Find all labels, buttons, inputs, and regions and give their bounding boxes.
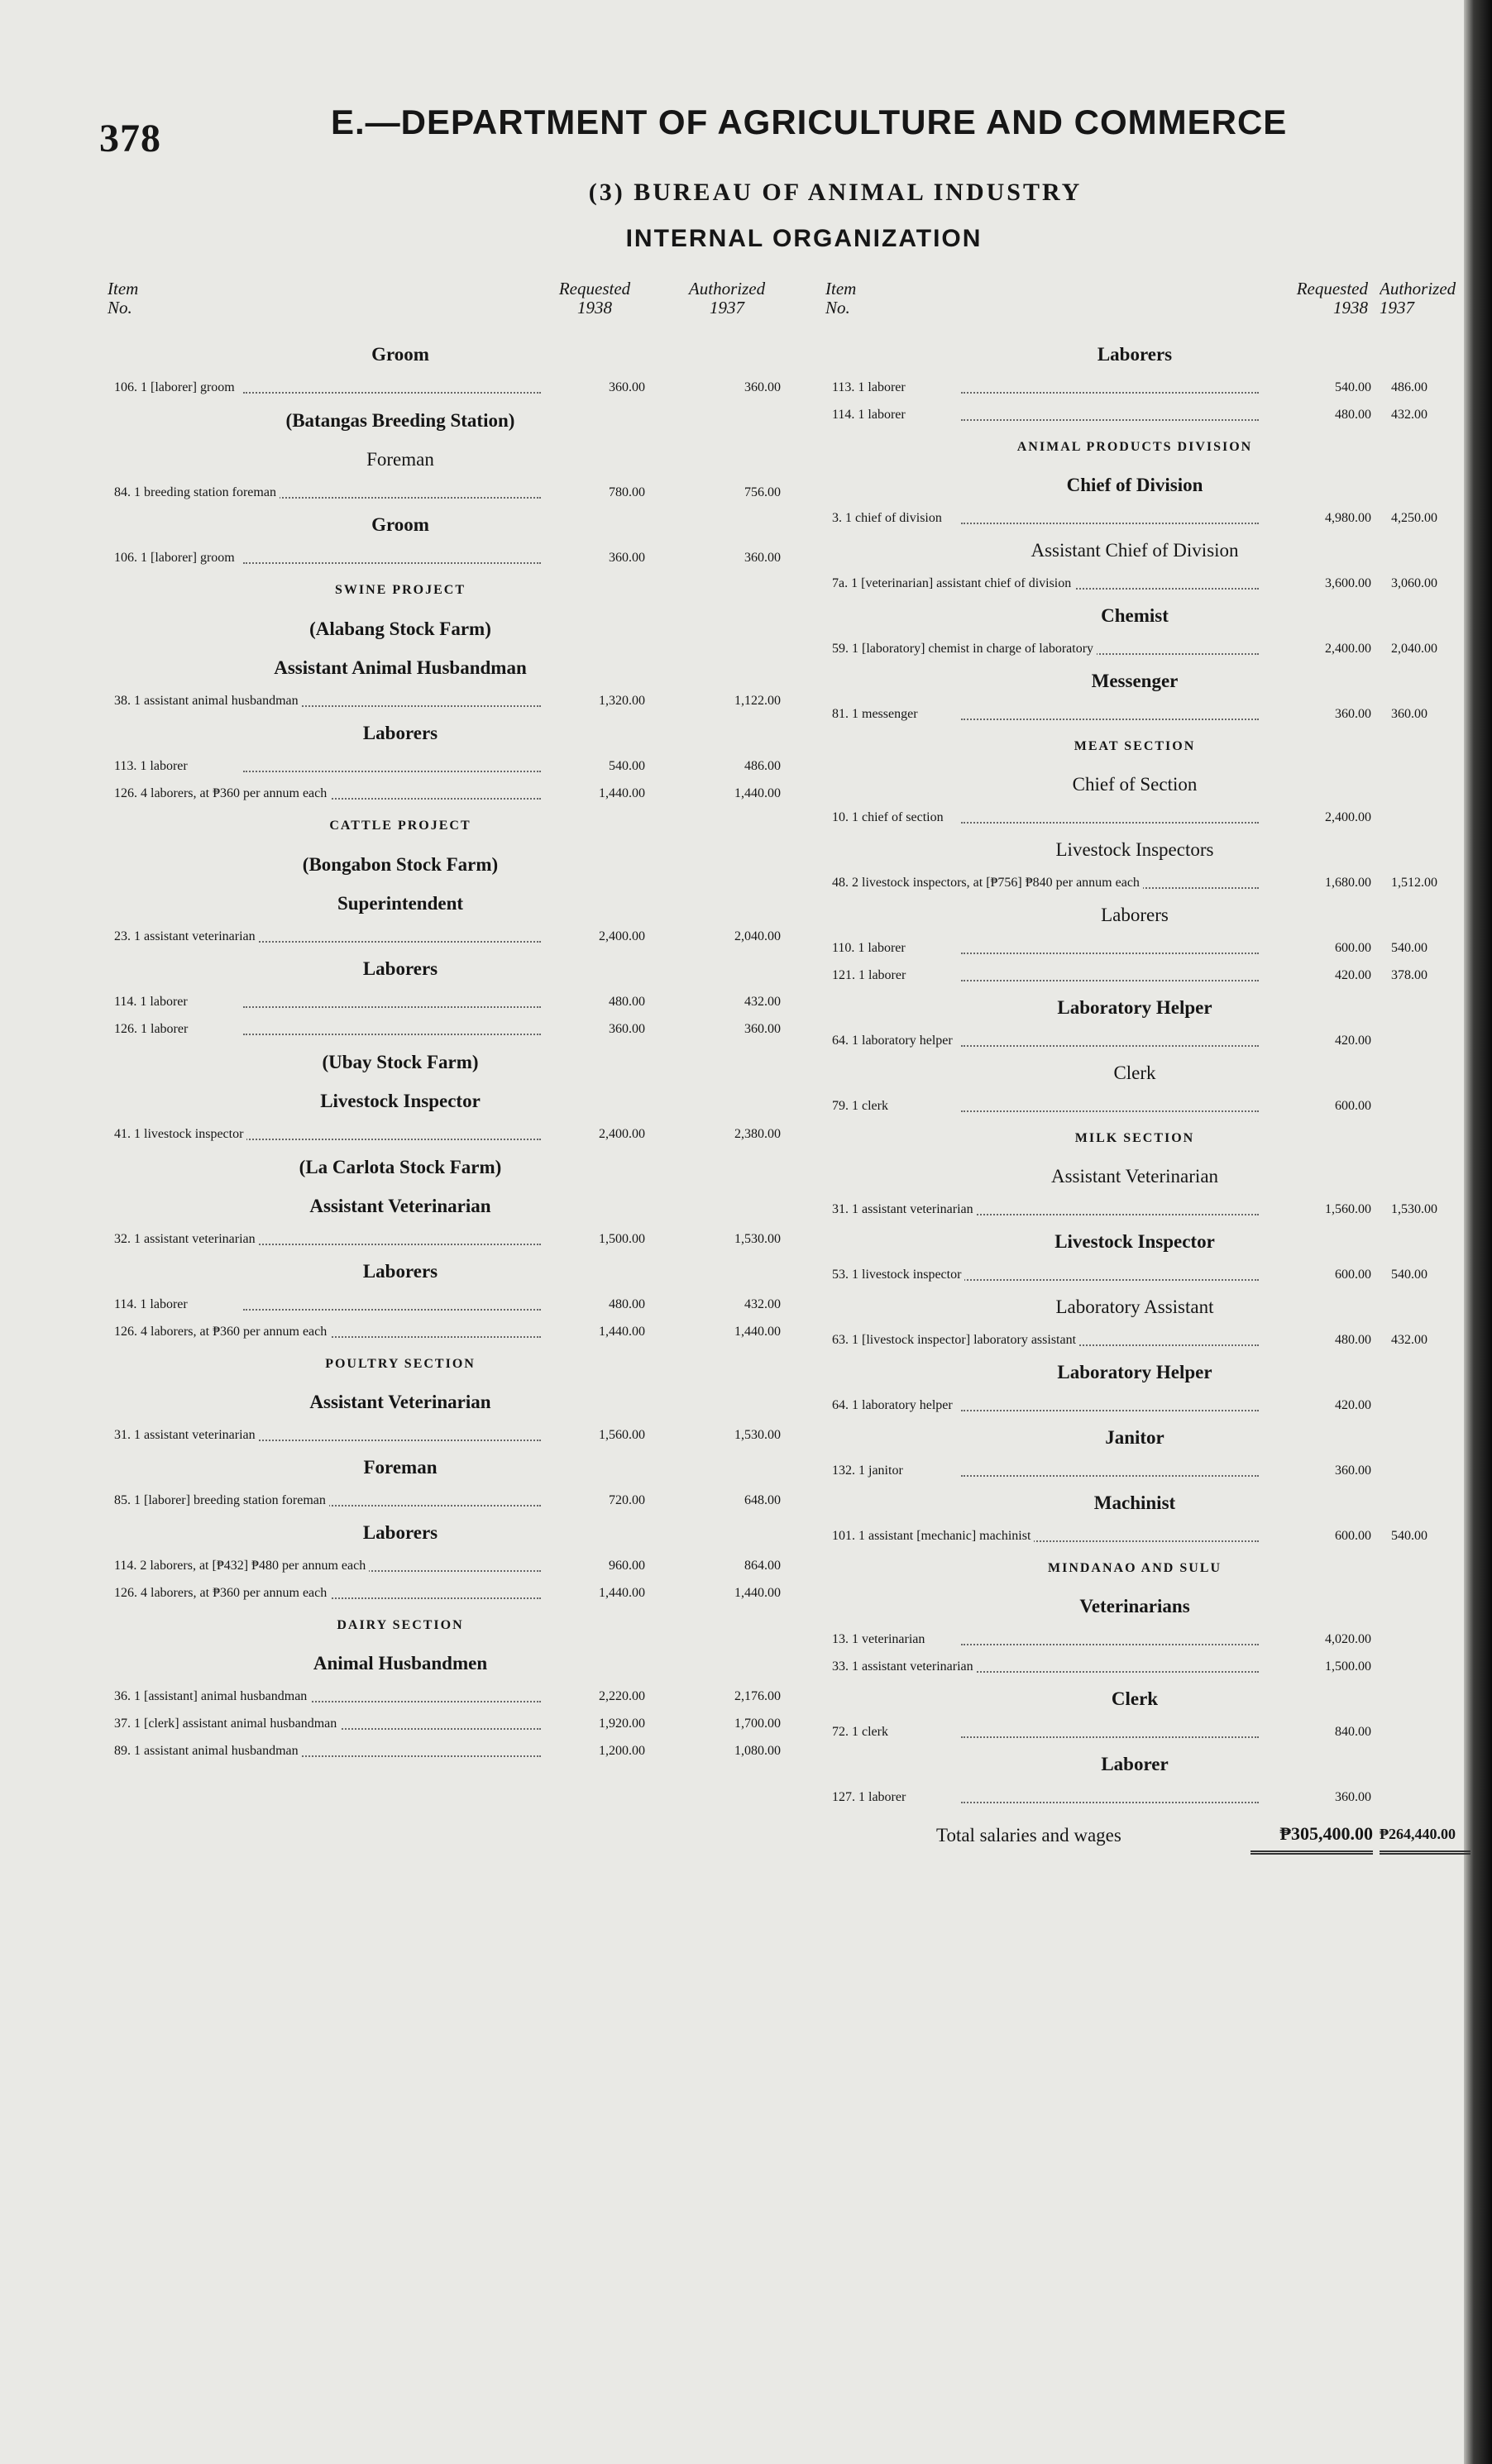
- item-number: 33.: [832, 1659, 849, 1674]
- item-number: 113.: [114, 759, 137, 773]
- requested-amount: 360.00: [1335, 1464, 1371, 1478]
- line-item: [103, 923, 789, 950]
- requested-amount: 540.00: [1335, 380, 1371, 394]
- right-item-list: [820, 336, 1482, 1811]
- requested-amount: 1,560.00: [1325, 1202, 1371, 1216]
- line-item: [103, 1552, 789, 1579]
- authorized-amount: 1,440.00: [734, 1325, 781, 1339]
- requested-amount: 2,400.00: [1325, 642, 1371, 656]
- requested-amount: 420.00: [1335, 1034, 1371, 1048]
- line-item: [820, 804, 1482, 831]
- line-item: [103, 752, 789, 780]
- item-description: 1 laborer: [140, 995, 188, 1009]
- item-number: 106.: [114, 380, 137, 394]
- requested-amount: 1,440.00: [599, 1325, 645, 1339]
- item-number: 127.: [832, 1790, 855, 1804]
- item-description: 1 assistant animal husbandman: [134, 1744, 299, 1758]
- item-description: 1 assistant [mechanic] machinist: [858, 1529, 1031, 1543]
- line-item: [103, 544, 789, 571]
- position-heading: Groom: [371, 514, 429, 535]
- item-description: 1 laborer: [140, 759, 188, 773]
- authorized-amount: 2,040.00: [1391, 642, 1437, 656]
- position-heading: Chemist: [1101, 605, 1169, 626]
- left-column: [103, 279, 789, 1764]
- line-item: [820, 1392, 1482, 1419]
- item-number: 101.: [832, 1529, 855, 1543]
- position-heading: Livestock Inspectors: [1055, 839, 1214, 860]
- line-item: [820, 1784, 1482, 1811]
- item-description: 1 laborer: [858, 380, 906, 394]
- item-no-header: Item No.: [108, 279, 139, 318]
- item-description: 1 laborer: [858, 941, 906, 955]
- line-item: [820, 869, 1482, 896]
- line-item: [103, 1683, 789, 1710]
- line-item: [103, 479, 789, 506]
- item-number: 79.: [832, 1099, 849, 1113]
- authorized-amount: 1,080.00: [734, 1744, 781, 1758]
- item-description: 1 chief of division: [845, 511, 942, 525]
- line-item: [820, 962, 1482, 989]
- item-description: 1 [laboratory] chemist in charge of laboratory: [852, 642, 1094, 656]
- authorized-amount: 432.00: [1391, 1333, 1427, 1347]
- requested-amount: 1,440.00: [599, 786, 645, 800]
- authorized-amount: 540.00: [1391, 941, 1427, 955]
- requested-amount: 480.00: [1335, 1333, 1371, 1347]
- item-number: 126.: [114, 786, 137, 800]
- item-description: 1 laborer: [858, 1790, 906, 1804]
- requested-amount: 1,680.00: [1325, 876, 1371, 890]
- item-description: 1 [veterinarian] assistant chief of division: [851, 576, 1072, 590]
- requested-amount: 960.00: [609, 1559, 645, 1573]
- station-heading: (La Carlota Stock Farm): [299, 1157, 502, 1177]
- requested-amount: 480.00: [609, 1297, 645, 1311]
- item-number: 23.: [114, 929, 131, 943]
- authorized-amount: 3,060.00: [1391, 576, 1437, 590]
- requested-amount: 1,320.00: [599, 694, 645, 708]
- requested-amount: 1,920.00: [599, 1717, 645, 1731]
- item-description: 1 livestock inspector: [134, 1127, 244, 1141]
- item-number: 53.: [832, 1268, 849, 1282]
- section-heading: MEAT SECTION: [1074, 739, 1196, 753]
- authorized-amount: 486.00: [744, 759, 781, 773]
- authorized-amount: 1,440.00: [734, 1586, 781, 1600]
- item-description: 4 laborers, at ₱360 per annum each: [141, 1325, 328, 1339]
- page-number: 378: [99, 117, 161, 160]
- position-heading: Chief of Division: [1066, 475, 1203, 495]
- authorized-amount: 360.00: [744, 1022, 781, 1036]
- line-item: [103, 687, 789, 714]
- item-number: 114.: [114, 1559, 137, 1573]
- section-heading: SWINE PROJECT: [334, 583, 466, 597]
- authorized-amount: 864.00: [744, 1559, 781, 1573]
- line-item: [103, 1225, 789, 1253]
- line-item: [820, 934, 1482, 962]
- line-item: [103, 1710, 789, 1737]
- requested-amount: 1,500.00: [599, 1232, 645, 1246]
- station-heading: (Batangas Breeding Station): [285, 410, 515, 431]
- position-heading: Assistant Veterinarian: [309, 1392, 491, 1412]
- position-heading: Laborers: [362, 1522, 438, 1543]
- requested-amount: 480.00: [1335, 408, 1371, 422]
- line-item: [820, 1196, 1482, 1223]
- line-item: [103, 1737, 789, 1764]
- department-title: E.—DEPARTMENT OF AGRICULTURE AND COMMERCE: [331, 103, 1288, 141]
- item-description: 1 janitor: [858, 1464, 903, 1478]
- requested-amount: 840.00: [1335, 1725, 1371, 1739]
- position-heading: Laborer: [1101, 1754, 1169, 1774]
- authorized-amount: 1,530.00: [734, 1232, 781, 1246]
- position-heading: Laborers: [1101, 905, 1169, 925]
- item-description: 1 breeding station foreman: [134, 485, 276, 499]
- right-column: [820, 279, 1482, 1855]
- line-item: [820, 504, 1482, 532]
- position-heading: Assistant Veterinarian: [1050, 1166, 1219, 1187]
- item-description: 2 livestock inspectors, at [₱756] ₱840 per annum each: [852, 876, 1140, 890]
- line-item: [820, 401, 1482, 428]
- line-item: [820, 700, 1482, 728]
- position-heading: Laborers: [362, 958, 438, 979]
- section-heading: DAIRY SECTION: [337, 1618, 464, 1632]
- item-number: 132.: [832, 1464, 855, 1478]
- authorized-amount: 360.00: [744, 551, 781, 565]
- item-number: 106.: [114, 551, 137, 565]
- position-heading: Assistant Veterinarian: [309, 1196, 491, 1216]
- section-heading: CATTLE PROJECT: [329, 819, 471, 833]
- line-item: [103, 1015, 789, 1043]
- item-number: 113.: [832, 380, 855, 394]
- requested-amount: 360.00: [609, 1022, 645, 1036]
- requested-header: Requested 1938: [1296, 279, 1368, 318]
- authorized-amount: 1,530.00: [734, 1428, 781, 1442]
- right-column-header: [820, 279, 1482, 336]
- item-description: 1 [laborer] groom: [141, 551, 235, 565]
- item-description: 1 assistant veterinarian: [134, 1232, 256, 1246]
- line-item: [103, 1487, 789, 1514]
- position-heading: Groom: [371, 344, 429, 365]
- requested-amount: 480.00: [609, 995, 645, 1009]
- item-number: 10.: [832, 810, 849, 824]
- item-description: 1 clerk: [852, 1099, 888, 1113]
- item-description: 1 [laborer] groom: [141, 380, 235, 394]
- item-number: 126.: [114, 1586, 137, 1600]
- item-no-header: Item No.: [825, 279, 857, 318]
- position-heading: Laborers: [362, 723, 438, 743]
- line-item: [820, 1626, 1482, 1653]
- position-heading: Veterinarians: [1079, 1596, 1190, 1616]
- item-number: 7a.: [832, 576, 849, 590]
- line-item: [103, 1291, 789, 1318]
- line-item: [820, 1457, 1482, 1484]
- total-row: [820, 1819, 1482, 1855]
- line-item: [103, 780, 789, 807]
- requested-amount: 720.00: [609, 1493, 645, 1507]
- item-description: 4 laborers, at ₱360 per annum each: [141, 1586, 328, 1600]
- item-number: 121.: [832, 968, 855, 982]
- station-heading: (Alabang Stock Farm): [309, 618, 491, 639]
- item-number: 110.: [832, 941, 855, 955]
- line-item: [820, 570, 1482, 597]
- item-number: 59.: [832, 642, 849, 656]
- line-item: [820, 1653, 1482, 1680]
- line-item: [103, 1421, 789, 1449]
- line-item: [103, 988, 789, 1015]
- authorized-header: Authorized 1937: [688, 279, 766, 318]
- requested-amount: 2,400.00: [599, 1127, 645, 1141]
- item-number: 114.: [114, 1297, 137, 1311]
- authorized-header: Authorized 1937: [1380, 279, 1456, 318]
- position-heading: Laboratory Assistant: [1055, 1296, 1214, 1317]
- line-item: [820, 1027, 1482, 1054]
- position-heading: Laboratory Helper: [1057, 997, 1212, 1018]
- line-item: [103, 1318, 789, 1345]
- position-heading: Clerk: [1111, 1688, 1159, 1709]
- item-number: 63.: [832, 1333, 849, 1347]
- item-number: 114.: [832, 408, 855, 422]
- requested-amount: 360.00: [1335, 707, 1371, 721]
- item-number: 126.: [114, 1325, 137, 1339]
- requested-amount: 360.00: [609, 380, 645, 394]
- authorized-amount: 540.00: [1391, 1268, 1427, 1282]
- authorized-amount: 1,512.00: [1391, 876, 1437, 890]
- authorized-amount: 1,700.00: [734, 1717, 781, 1731]
- requested-amount: 600.00: [1335, 1268, 1371, 1282]
- requested-amount: 600.00: [1335, 1529, 1371, 1543]
- section-heading: MILK SECTION: [1074, 1131, 1195, 1145]
- authorized-amount: 486.00: [1391, 380, 1427, 394]
- line-item: [103, 1579, 789, 1607]
- requested-amount: 1,200.00: [599, 1744, 645, 1758]
- item-description: 1 clerk: [852, 1725, 888, 1739]
- section-heading: POULTRY SECTION: [325, 1357, 476, 1371]
- section-heading: ANIMAL PRODUCTS DIVISION: [1016, 440, 1253, 454]
- item-number: 3.: [832, 511, 842, 525]
- position-heading: Clerk: [1113, 1062, 1156, 1083]
- item-number: 64.: [832, 1398, 849, 1412]
- authorized-amount: 378.00: [1391, 968, 1427, 982]
- position-heading: Messenger: [1091, 671, 1179, 691]
- line-item: [820, 374, 1482, 401]
- item-description: 1 chief of section: [852, 810, 944, 824]
- item-number: 64.: [832, 1034, 849, 1048]
- station-heading: (Ubay Stock Farm): [322, 1052, 479, 1072]
- authorized-amount: 4,250.00: [1391, 511, 1437, 525]
- item-description: 1 assistant veterinarian: [852, 1202, 973, 1216]
- line-item: [820, 635, 1482, 662]
- item-description: 1 veterinarian: [852, 1632, 925, 1646]
- requested-amount: 2,220.00: [599, 1689, 645, 1703]
- item-number: 48.: [832, 876, 849, 890]
- requested-amount: 420.00: [1335, 968, 1371, 982]
- requested-amount: 420.00: [1335, 1398, 1371, 1412]
- position-heading: Livestock Inspector: [1054, 1231, 1215, 1252]
- item-number: 72.: [832, 1725, 849, 1739]
- authorized-amount: 1,530.00: [1391, 1202, 1437, 1216]
- requested-amount: 4,980.00: [1325, 511, 1371, 525]
- item-description: 1 assistant veterinarian: [134, 1428, 256, 1442]
- station-heading: (Bongabon Stock Farm): [302, 854, 499, 875]
- authorized-amount: 1,122.00: [734, 694, 781, 708]
- line-item: [103, 374, 789, 401]
- section-title: INTERNAL ORGANIZATION: [625, 225, 983, 252]
- item-number: 114.: [114, 995, 137, 1009]
- item-description: 1 messenger: [852, 707, 918, 721]
- position-heading: Machinist: [1093, 1492, 1176, 1513]
- authorized-amount: 648.00: [744, 1493, 781, 1507]
- requested-amount: 4,020.00: [1325, 1632, 1371, 1646]
- item-description: 1 assistant animal husbandman: [134, 694, 299, 708]
- item-description: 2 laborers, at [₱432] ₱480 per annum each: [140, 1559, 366, 1573]
- requested-amount: 360.00: [1335, 1790, 1371, 1804]
- line-item: [820, 1092, 1482, 1120]
- requested-amount: 360.00: [609, 551, 645, 565]
- authorized-amount: 432.00: [744, 995, 781, 1009]
- item-description: 1 [laborer] breeding station foreman: [134, 1493, 326, 1507]
- position-heading: Laboratory Helper: [1057, 1362, 1212, 1382]
- requested-amount: 780.00: [609, 485, 645, 499]
- requested-amount: 2,400.00: [599, 929, 645, 943]
- item-number: 41.: [114, 1127, 131, 1141]
- requested-header: Requested 1938: [558, 279, 631, 318]
- item-number: 126.: [114, 1022, 137, 1036]
- line-item: [820, 1718, 1482, 1745]
- authorized-amount: 756.00: [744, 485, 781, 499]
- position-heading: Foreman: [363, 1457, 438, 1478]
- authorized-amount: 360.00: [744, 380, 781, 394]
- requested-amount: 1,500.00: [1325, 1659, 1371, 1674]
- requested-amount: 3,600.00: [1325, 576, 1371, 590]
- authorized-amount: 432.00: [744, 1297, 781, 1311]
- authorized-amount: 2,380.00: [734, 1127, 781, 1141]
- item-number: 89.: [114, 1744, 131, 1758]
- position-heading: Livestock Inspector: [320, 1091, 481, 1111]
- line-item: [103, 1120, 789, 1148]
- item-description: 1 assistant veterinarian: [134, 929, 256, 943]
- item-number: 36.: [114, 1689, 131, 1703]
- position-heading: Assistant Animal Husbandman: [274, 657, 527, 678]
- item-number: 85.: [114, 1493, 131, 1507]
- item-description: 1 laborer: [858, 408, 906, 422]
- item-number: 38.: [114, 694, 131, 708]
- item-number: 13.: [832, 1632, 849, 1646]
- item-number: 84.: [114, 485, 131, 499]
- item-description: 1 [clerk] assistant animal husbandman: [134, 1717, 337, 1731]
- left-column-header: [103, 279, 789, 336]
- total-label: Total salaries and wages: [936, 1825, 1121, 1846]
- item-description: 1 assistant veterinarian: [852, 1659, 973, 1674]
- item-description: 1 laborer: [858, 968, 906, 982]
- position-heading: Laborers: [362, 1261, 438, 1282]
- line-item: [820, 1522, 1482, 1550]
- line-item: [820, 1326, 1482, 1354]
- item-number: 31.: [832, 1202, 849, 1216]
- authorized-amount: 360.00: [1391, 707, 1427, 721]
- position-heading: Animal Husbandmen: [313, 1653, 488, 1674]
- left-item-list: [103, 336, 789, 1764]
- total-requested: ₱305,400.00: [1251, 1817, 1373, 1855]
- requested-amount: 1,560.00: [599, 1428, 645, 1442]
- item-description: 4 laborers, at ₱360 per annum each: [141, 786, 328, 800]
- total-authorized: ₱264,440.00: [1380, 1817, 1470, 1855]
- bureau-title: (3) BUREAU OF ANIMAL INDUSTRY: [588, 179, 1083, 206]
- requested-amount: 1,440.00: [599, 1586, 645, 1600]
- item-number: 37.: [114, 1717, 131, 1731]
- authorized-amount: 2,176.00: [734, 1689, 781, 1703]
- requested-amount: 2,400.00: [1325, 810, 1371, 824]
- requested-amount: 540.00: [609, 759, 645, 773]
- item-description: 1 laboratory helper: [852, 1398, 953, 1412]
- line-item: [820, 1261, 1482, 1288]
- item-description: 1 [assistant] animal husbandman: [134, 1689, 308, 1703]
- item-description: 1 livestock inspector: [852, 1268, 962, 1282]
- position-heading: Foreman: [366, 449, 434, 470]
- item-description: 1 laborer: [141, 1022, 189, 1036]
- authorized-amount: 540.00: [1391, 1529, 1427, 1543]
- item-description: 1 laborer: [140, 1297, 188, 1311]
- authorized-amount: 2,040.00: [734, 929, 781, 943]
- item-number: 81.: [832, 707, 849, 721]
- item-description: 1 [livestock inspector] laboratory assistant: [852, 1333, 1077, 1347]
- position-heading: Laborers: [1097, 344, 1173, 365]
- section-heading: MINDANAO AND SULU: [1047, 1561, 1222, 1575]
- authorized-amount: 432.00: [1391, 408, 1427, 422]
- item-number: 31.: [114, 1428, 131, 1442]
- position-heading: Assistant Chief of Division: [1031, 540, 1239, 561]
- item-description: 1 laboratory helper: [852, 1034, 953, 1048]
- position-heading: Janitor: [1105, 1427, 1164, 1448]
- position-heading: Superintendent: [337, 893, 464, 914]
- requested-amount: 600.00: [1335, 941, 1371, 955]
- requested-amount: 600.00: [1335, 1099, 1371, 1113]
- item-number: 32.: [114, 1232, 131, 1246]
- authorized-amount: 1,440.00: [734, 786, 781, 800]
- position-heading: Chief of Section: [1072, 774, 1198, 795]
